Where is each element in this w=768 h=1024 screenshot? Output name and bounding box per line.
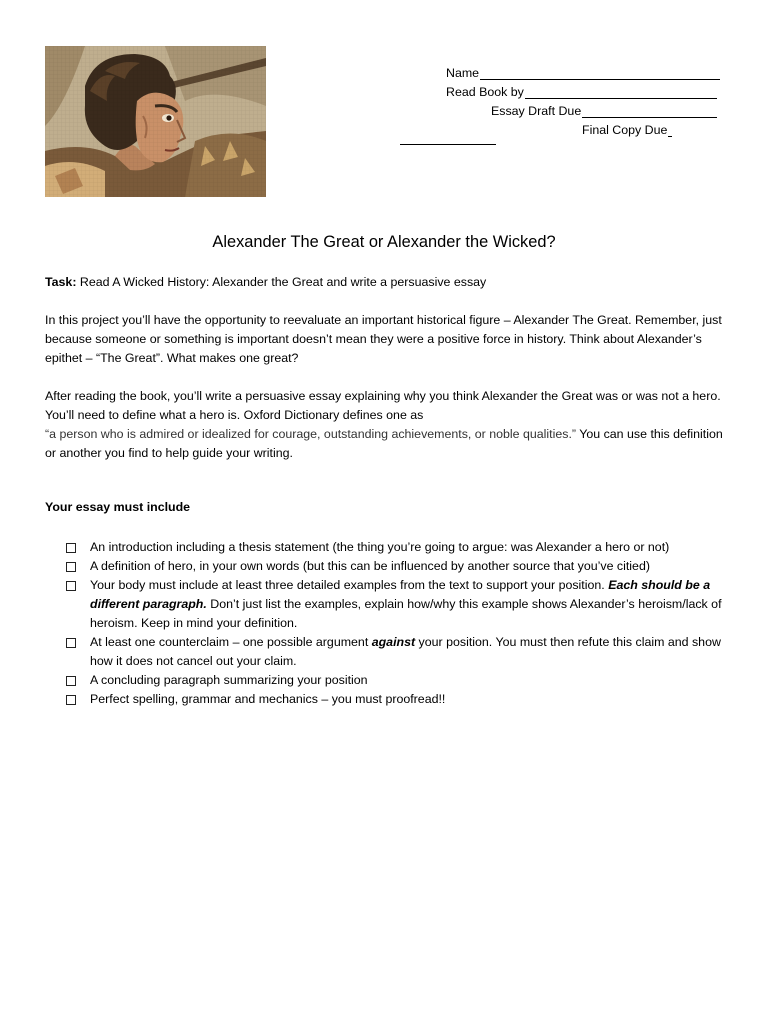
final-copy-label: Final Copy Due <box>582 123 668 137</box>
list-item: Perfect spelling, grammar and mechanics – you must proofread!! <box>66 690 726 709</box>
list-item: Your body must include at least three detailed examples from the text to support your position. Each should be a different paragraph. Don’t just list the examples, explain how/why this example shows Alexander’s heroism/lack of heroism. Keep in mind your definition. <box>66 576 726 633</box>
after-reading-tail: You can use this definition or another you find to help guide your writing. <box>45 427 723 460</box>
name-line <box>480 67 720 80</box>
essay-draft-field[interactable] <box>491 104 717 118</box>
final-copy-date-line[interactable] <box>400 144 496 145</box>
essay-draft-line <box>582 105 717 118</box>
requirements-heading: Your essay must include <box>45 500 191 514</box>
emphasis-each-paragraph: Each should be a different paragraph. <box>90 578 711 611</box>
final-copy-line <box>668 124 672 137</box>
alexander-portrait-image <box>45 46 266 197</box>
checkbox-icon[interactable] <box>66 543 76 553</box>
page-title: Alexander The Great or Alexander the Wicked? <box>212 233 556 251</box>
checkbox-icon[interactable] <box>66 581 76 591</box>
name-field[interactable] <box>446 66 720 80</box>
task-line <box>45 273 735 292</box>
list-item: At least one counterclaim – one possible argument against your position. You must then refute this claim and show how it does not cancel out your claim. <box>66 633 726 671</box>
name-label: Name <box>446 66 480 80</box>
requirements-list <box>66 538 726 709</box>
list-item: A concluding paragraph summarizing your position <box>66 671 726 690</box>
list-item: A definition of hero, in your own words (but this can be influenced by another source that you’ve citied) <box>66 557 726 576</box>
final-copy-field[interactable] <box>582 123 672 137</box>
intro-paragraph: In this project you’ll have the opportunity to reevaluate an important historical figure – Alexander The Great. Remember, just because someone or something is important doesn’t mean they were a positive force in history. Think about Alexander’s epithet – “The Great”. What makes one great? <box>45 313 722 365</box>
emphasis-against: against <box>371 635 416 649</box>
checkbox-icon[interactable] <box>66 676 76 686</box>
checkbox-icon[interactable] <box>66 562 76 572</box>
read-book-field[interactable] <box>446 85 717 99</box>
checkbox-icon[interactable] <box>66 695 76 705</box>
list-item: An introduction including a thesis statement (the thing you’re going to argue: was Alexander a hero or not) <box>66 538 726 557</box>
essay-draft-label: Essay Draft Due <box>491 104 582 118</box>
read-book-label: Read Book by <box>446 85 524 99</box>
after-reading-paragraph <box>45 387 735 463</box>
after-reading-text: After reading the book, you’ll write a persuasive essay explaining why you think Alexander the Great was or was not a hero. You’ll need to define what a hero is. Oxford Dictionary defines one as <box>45 389 721 422</box>
checkbox-icon[interactable] <box>66 638 76 648</box>
hero-definition-quote: “a person who is admired or idealized for courage, outstanding achievements, or noble qualities.” <box>45 427 577 441</box>
read-book-line <box>525 86 717 99</box>
task-label: Task: <box>45 275 77 289</box>
task-text: Read A Wicked History: Alexander the Great and write a persuasive essay <box>76 275 487 289</box>
